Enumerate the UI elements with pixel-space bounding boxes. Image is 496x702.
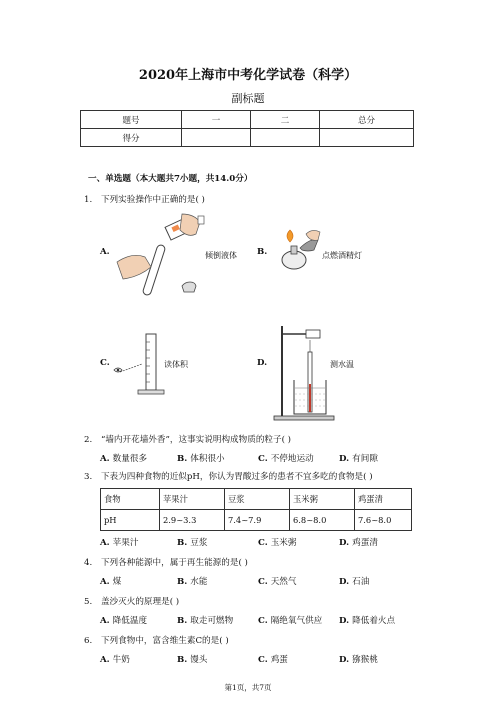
score-header-1: 一 xyxy=(182,111,251,129)
figure-caption: 读体积 xyxy=(164,360,188,369)
ph-table-cell: 7.6~8.0 xyxy=(355,510,412,531)
option-letter: C. xyxy=(258,454,268,464)
option-letter: D. xyxy=(339,577,350,587)
page-title: 2020年上海市中考化学试卷（科学） xyxy=(138,68,358,83)
score-cell xyxy=(251,129,320,147)
option-text: 馒头 xyxy=(190,655,208,665)
q5-option-b[interactable] xyxy=(177,614,233,626)
q6-option-a[interactable] xyxy=(100,653,130,665)
page-subtitle: 副标题 xyxy=(231,92,265,105)
question-text: 盖沙灭火的原理是( ) xyxy=(100,597,180,607)
ph-table xyxy=(100,488,412,531)
option-text: 豆浆 xyxy=(190,538,208,548)
option-text: 玉米粥 xyxy=(270,538,297,548)
score-cell xyxy=(182,129,251,147)
ph-table-cell: 7.4~7.9 xyxy=(225,510,290,531)
option-letter: B. xyxy=(177,577,188,587)
q4-option-d[interactable] xyxy=(339,575,369,587)
question-number: 4. xyxy=(84,558,93,568)
score-table xyxy=(80,110,414,147)
q1-option-d[interactable] xyxy=(257,358,270,368)
question-number: 5. xyxy=(84,597,93,607)
option-letter: A. xyxy=(100,538,110,548)
option-text: 苹果汁 xyxy=(112,538,139,548)
score-header-qno: 题号 xyxy=(81,111,182,129)
figure-caption: 点燃酒精灯 xyxy=(322,251,362,260)
score-header-total: 总分 xyxy=(320,111,414,129)
option-letter: C. xyxy=(258,616,268,626)
q2-option-b[interactable] xyxy=(177,452,225,464)
ph-table-cell: 食物 xyxy=(101,489,160,510)
option-letter: D. xyxy=(339,454,350,464)
ph-table-cell: 豆浆 xyxy=(225,489,290,510)
figure-caption: 测水温 xyxy=(330,360,354,369)
option-letter: A. xyxy=(100,616,110,626)
option-text: 降低着火点 xyxy=(352,616,396,626)
q2-option-a[interactable] xyxy=(100,452,147,464)
q6-option-d[interactable] xyxy=(339,653,378,665)
thermometer-beaker-figure xyxy=(270,322,340,422)
option-text: 牛奶 xyxy=(112,655,130,665)
q5-option-c[interactable] xyxy=(258,614,322,626)
question-6 xyxy=(84,634,229,646)
graduated-cylinder-figure xyxy=(112,330,172,400)
q5-option-d[interactable] xyxy=(339,614,395,626)
q4-option-c[interactable] xyxy=(258,575,296,587)
ph-table-cell: 6.8~8.0 xyxy=(290,510,355,531)
question-text: “墙内开花墙外香”，这事实说明构成物质的粒子( ) xyxy=(100,435,292,445)
q3-option-c[interactable] xyxy=(258,536,296,548)
q3-option-b[interactable] xyxy=(177,536,207,548)
question-number: 2. xyxy=(84,435,93,445)
option-letter: B. xyxy=(177,655,188,665)
score-cell xyxy=(320,129,414,147)
q4-option-a[interactable] xyxy=(100,575,121,587)
option-text: 隔绝氧气供应 xyxy=(270,616,323,626)
alcohol-lamp-figure xyxy=(266,224,326,274)
q2-option-c[interactable] xyxy=(258,452,314,464)
ph-table-cell: 2.9~3.3 xyxy=(160,510,225,531)
ph-table-header-row xyxy=(101,489,412,510)
question-text: 下列实验操作中正确的是( ) xyxy=(100,195,205,205)
option-letter: D. xyxy=(339,655,350,665)
ph-table-cell: 玉米粥 xyxy=(290,489,355,510)
option-letter: B. xyxy=(257,247,268,257)
q1-option-c[interactable] xyxy=(100,358,113,368)
option-letter: D. xyxy=(339,616,350,626)
option-letter: A. xyxy=(100,247,110,257)
option-letter: A. xyxy=(100,577,110,587)
option-letter: D. xyxy=(257,358,268,368)
option-letter: B. xyxy=(177,538,188,548)
ph-table-cell: 苹果汁 xyxy=(160,489,225,510)
section-heading: 一、单选题（本大题共7小题，共14.0分） xyxy=(88,174,253,184)
pouring-liquid-figure xyxy=(112,212,217,302)
option-letter: A. xyxy=(100,655,110,665)
option-letter: C. xyxy=(258,538,268,548)
option-text: 猕猴桃 xyxy=(352,655,378,665)
question-number: 1. xyxy=(84,195,93,205)
q1-option-a[interactable] xyxy=(100,247,113,257)
q2-option-d[interactable] xyxy=(339,452,378,464)
question-4 xyxy=(84,556,248,568)
option-text: 有间隙 xyxy=(352,454,378,464)
option-letter: B. xyxy=(177,616,188,626)
question-number: 6. xyxy=(84,636,93,646)
ph-table-cell: 鸡蛋清 xyxy=(355,489,412,510)
option-text: 不停地运动 xyxy=(270,454,314,464)
figure-caption: 倾倒液体 xyxy=(205,251,237,260)
option-text: 煤 xyxy=(112,577,122,587)
page-footer: 第1页，共7页 xyxy=(224,683,272,692)
option-text: 数量很多 xyxy=(112,454,148,464)
option-letter: C. xyxy=(258,577,268,587)
option-letter: D. xyxy=(339,538,350,548)
option-text: 体积很小 xyxy=(190,454,225,464)
question-text: 下列各种能源中，属于再生能源的是( ) xyxy=(100,558,248,568)
option-letter: C. xyxy=(100,358,110,368)
score-header-2: 二 xyxy=(251,111,320,129)
option-text: 水能 xyxy=(190,577,208,587)
ph-table-cell: pH xyxy=(101,510,160,531)
question-text: 下列食物中，富含维生素C的是( ) xyxy=(100,636,229,646)
option-letter: A. xyxy=(100,454,110,464)
option-text: 取走可燃物 xyxy=(190,616,234,626)
score-table-header-row xyxy=(81,111,414,129)
option-letter: B. xyxy=(177,454,188,464)
option-text: 石油 xyxy=(352,577,370,587)
question-1 xyxy=(84,193,205,205)
option-letter: C. xyxy=(258,655,268,665)
question-number: 3. xyxy=(84,472,93,482)
question-2 xyxy=(84,433,291,445)
option-text: 天然气 xyxy=(270,577,297,587)
question-3 xyxy=(84,470,373,482)
option-text: 鸡蛋清 xyxy=(352,538,378,548)
question-text: 下表为四种食物的近似pH，你认为胃酸过多的患者不宜多吃的食物是( ) xyxy=(100,472,373,482)
option-text: 降低温度 xyxy=(112,616,148,626)
question-5 xyxy=(84,595,179,607)
score-table-score-row xyxy=(81,129,414,147)
score-row-label: 得分 xyxy=(81,129,182,147)
q3-option-d[interactable] xyxy=(339,536,378,548)
q4-option-b[interactable] xyxy=(177,575,207,587)
q6-option-b[interactable] xyxy=(177,653,207,665)
q3-option-a[interactable] xyxy=(100,536,138,548)
option-text: 鸡蛋 xyxy=(270,655,288,665)
ph-table-value-row xyxy=(101,510,412,531)
q5-option-a[interactable] xyxy=(100,614,147,626)
q6-option-c[interactable] xyxy=(258,653,288,665)
